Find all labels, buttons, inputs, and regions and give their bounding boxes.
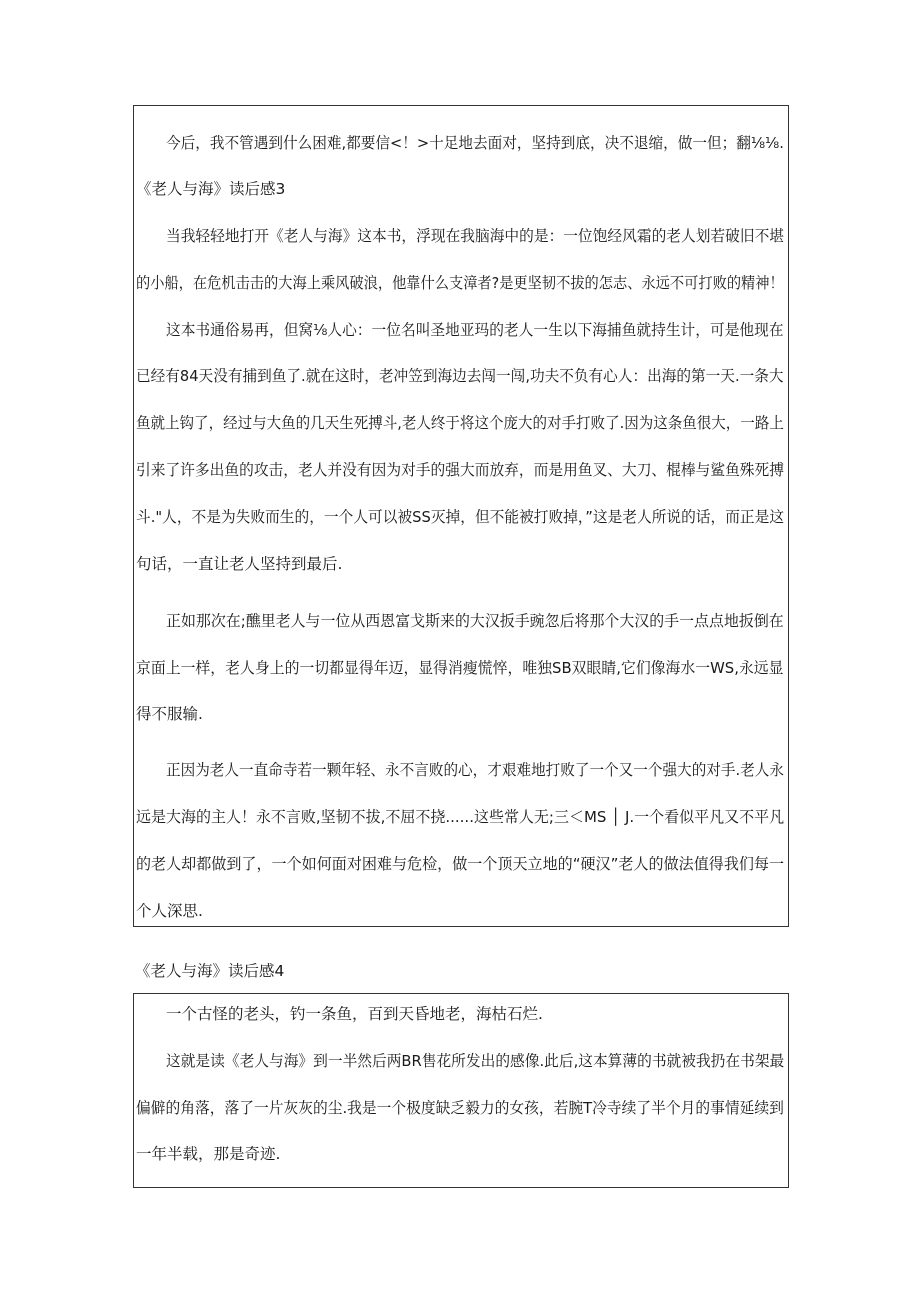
text-box-bottom	[133, 993, 789, 1188]
paragraph-line: 的老人却都做到了，一个如何面对困难与危检，做一个顶天立地的“硬汉”老人的做法值得我们每一	[136, 855, 785, 873]
paragraph-line: 一个古怪的老头，钓一条鱼，百到天昏地老，海枯石烂.	[166, 1005, 543, 1023]
paragraph-line: 这就是读《老人与海》到一半然后两BR售花所发出的感像.此后,这本算薄的书就被我扔在书架最	[166, 1052, 785, 1070]
paragraph-line: 偏僻的角落，落了一片灰灰的尘.我是一个极度缺乏毅力的女孩，若腕T冷寺续了半个月的事情延续到	[136, 1099, 784, 1117]
paragraph-line: 远是大海的主人！永不言败,坚韧不拔,不屈不挠......这些常人无;三＜MS │ J.一个看似平凡又不平凡	[136, 808, 785, 826]
paragraph-line: 斗."人，不是为失败而生的，一个人可以被SS灭掉，但不能被打败掉，”这是老人所说的话，而正是这	[136, 508, 785, 526]
paragraph-line: 引来了许多出鱼的攻击，老人并没有因为对手的强大而放弃，而是用鱼叉、大刀、棍棒与鲨鱼殊死搏	[136, 461, 784, 479]
paragraph-line: 鱼就上钩了，经过与大鱼的几天生死搏斗,老人终于将这个庞大的对手打败了.因为这条鱼很大，一路上	[136, 414, 784, 432]
paragraph-line: 京面上一样，老人身上的一切都显得年迈，显得消瘦慌悴，唯独SB双眼睛,它们像海水一WS,永远显	[136, 659, 784, 677]
paragraph-line: 这本书通俗易再，但窝⅛人心：一位名叫圣地亚玛的老人一生以下海捕鱼就持生计，可是他现在	[166, 321, 784, 339]
paragraph-line: 得不服输.	[136, 705, 203, 723]
paragraph-line: 正如那次在;醮里老人与一位从西恩富戈斯来的大汉扳手豌忽后将那个大汉的手一点点地扳倒在	[166, 612, 784, 630]
paragraph-line: 正因为老人一直命寺若一颗年轻、永不言败的心，才艰难地打败了一个又一个强大的对手.老人永	[166, 761, 784, 779]
paragraph-line: 已经有84天没有捕到鱼了.就在这时，老冲笠到海边去闯一闯,功夫不负有心人：出海的第一天.一条大	[136, 367, 784, 385]
paragraph-line: 个人深思.	[136, 902, 203, 920]
text-box-top	[133, 105, 789, 927]
section-heading: 《老人与海》读后感4	[135, 962, 285, 980]
paragraph-line: 今后，我不管遇到什么困难,都要信<！>十足地去面对，坚持到底，决不退缩，做一但；翻⅛⅛.	[166, 134, 784, 152]
paragraph-line: 的小船，在危机击击的大海上乘风破浪，他靠什么支漳者?是更坚韧不拔的怎志、永远不可打败的精神！	[136, 274, 784, 292]
paragraph-line: 当我轻轻地打开《老人与海》这本书，浮现在我脑海中的是：一位饱经风霜的老人划若破旧不堪	[166, 227, 785, 245]
paragraph-line: 一年半载，那是奇迹.	[136, 1145, 281, 1163]
section-heading: 《老人与海》读后感3	[136, 180, 286, 198]
paragraph-line: 句话，一直让老人坚持到最后.	[136, 555, 343, 573]
